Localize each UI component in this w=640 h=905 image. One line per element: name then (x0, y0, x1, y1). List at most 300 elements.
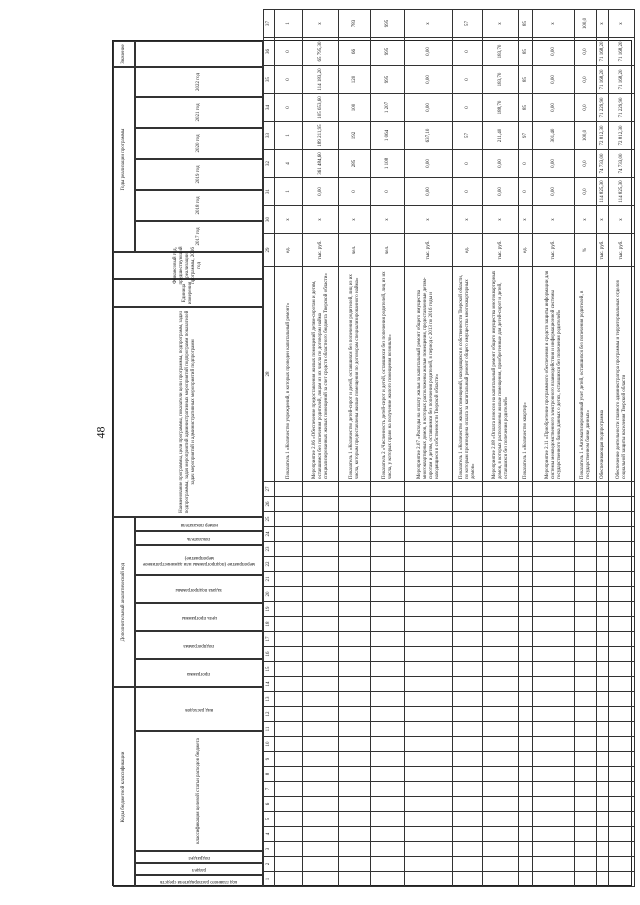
row-base-value: х (519, 206, 533, 234)
code-cell (371, 782, 405, 797)
code-cell (453, 497, 483, 512)
code-cell (275, 812, 303, 827)
code-cell (609, 587, 635, 602)
row-year-value: 0,00 (405, 38, 453, 66)
row-year-value: 0,00 (405, 178, 453, 206)
code-cell (519, 692, 533, 707)
code-cell (575, 722, 597, 737)
code-cell (597, 797, 609, 812)
code-cell (533, 707, 575, 722)
code-cell (609, 527, 635, 542)
year-header-2022: 2022 год (135, 67, 263, 97)
code-cell (275, 527, 303, 542)
row-year-value: 74 733,00 (597, 150, 609, 178)
code-cell (533, 752, 575, 767)
code-cell (339, 497, 371, 512)
row-year-value: 72 812,30 (609, 122, 635, 150)
code-cell (371, 527, 405, 542)
row-year-value: 72 812,30 (597, 122, 609, 150)
code-cell (609, 827, 635, 842)
code-cell (339, 797, 371, 812)
code-cell (453, 512, 483, 527)
code-cell (519, 872, 533, 887)
code-cell (275, 542, 303, 557)
column-index: 35 (264, 66, 275, 94)
column-index: 37 (264, 10, 275, 38)
code-header-target: классификация целевой статьи расходов бюджета (135, 731, 263, 851)
column-index: 36 (264, 38, 275, 66)
row-base-value: х (303, 206, 339, 234)
row-year-value: 0,00 (533, 150, 575, 178)
code-cell (405, 512, 453, 527)
row-year-value: 0 (275, 38, 303, 66)
code-cell (575, 572, 597, 587)
code-cell (371, 767, 405, 782)
code-cell (339, 542, 371, 557)
row-year-value: 0 (453, 178, 483, 206)
code-cell (575, 527, 597, 542)
code-cell (275, 752, 303, 767)
code-cell (405, 527, 453, 542)
code-cell (597, 602, 609, 617)
code-cell (575, 632, 597, 647)
code-cell (483, 512, 519, 527)
row-unit: тыс. руб. (533, 234, 575, 267)
code-cell (453, 692, 483, 707)
code-cell (275, 722, 303, 737)
table-row (275, 10, 303, 887)
code-cell (483, 782, 519, 797)
code-cell (597, 737, 609, 752)
code-cell (405, 497, 453, 512)
code-cell (405, 692, 453, 707)
code-cell (405, 617, 453, 632)
table-row (533, 10, 575, 887)
program-years-header: Годы реализации программы (113, 67, 135, 252)
code-cell (597, 482, 609, 497)
column-index-row (264, 10, 275, 887)
code-cell (533, 632, 575, 647)
code-cell (453, 812, 483, 827)
code-cell (575, 602, 597, 617)
code-cell (533, 857, 575, 872)
code-cell (519, 707, 533, 722)
code-cell (405, 542, 453, 557)
row-name: Мероприятие 2.06 «Обеспечение предоставления жилых помещений детям-сиротам и детям, оставшимся без попечения родителей, лицам из их числа по договорам найма специализированных жилых помещений за счет средств областного бюджета Тверской области» (303, 267, 339, 482)
column-index: 23 (264, 542, 275, 557)
row-year-value: 0,00 (405, 150, 453, 178)
code-cell (303, 812, 339, 827)
code-cell (339, 527, 371, 542)
column-index: 32 (264, 150, 275, 178)
code-cell (275, 497, 303, 512)
code-cell (609, 842, 635, 857)
code-cell (339, 662, 371, 677)
row-base-value: х (275, 206, 303, 234)
row-unit: тыс. руб. (609, 234, 635, 267)
code-header-expense: вид расходов (135, 687, 263, 731)
year-header-2021: 2021 год (135, 97, 263, 128)
code-cell (453, 872, 483, 887)
row-year-value: 114 825,30 (609, 178, 635, 206)
row-year-value: 66 (339, 38, 371, 66)
column-index: 25 (264, 512, 275, 527)
code-cell (405, 587, 453, 602)
code-header-indicator-number: номер показателя (135, 517, 263, 531)
code-cell (303, 857, 339, 872)
code-cell (575, 857, 597, 872)
code-cell (275, 587, 303, 602)
row-year-value: 0,0 (575, 66, 597, 94)
row-year-value: 1 207 (371, 94, 405, 122)
column-index: 13 (264, 692, 275, 707)
code-cell (519, 782, 533, 797)
code-cell (453, 722, 483, 737)
code-cell (339, 827, 371, 842)
code-cell (371, 662, 405, 677)
code-cell (483, 722, 519, 737)
code-cell (275, 557, 303, 572)
code-cell (575, 497, 597, 512)
code-cell (405, 812, 453, 827)
row-year-value: 0,0 (575, 178, 597, 206)
code-header-subsection: подраздел (135, 851, 263, 863)
row-final-value: 100,0 (575, 10, 597, 38)
code-cell (303, 617, 339, 632)
row-base-value: х (371, 206, 405, 234)
code-cell (453, 827, 483, 842)
column-index: 33 (264, 122, 275, 150)
row-name: Мероприятие 2.08 «Оплата взносов на капитальный ремонт общего имущества многоквартирных домов, в которых расположены жилые помещения, приобретенные для детей-сирот и детей, оставшихся без попечения родителей» (483, 267, 519, 482)
code-header-task: задача подпрограммы (135, 575, 263, 603)
code-cell (609, 857, 635, 872)
base-year-header: Финансовый год, предшествующий реализации программы, 2016 год (113, 252, 263, 279)
row-name: Показатель 1 «Автоматизированный учет детей, оставшихся без попечения родителей, в государственном банке данных» (575, 267, 597, 482)
code-cell (519, 812, 533, 827)
code-cell (371, 827, 405, 842)
row-final-value: х (483, 10, 519, 38)
code-cell (575, 767, 597, 782)
code-cell (371, 482, 405, 497)
code-cell (519, 752, 533, 767)
row-unit: ед. (275, 234, 303, 267)
code-cell (339, 692, 371, 707)
row-unit: тыс. руб. (597, 234, 609, 267)
table-row (371, 10, 405, 887)
code-cell (339, 767, 371, 782)
column-index: 7 (264, 782, 275, 797)
code-cell (339, 707, 371, 722)
code-cell (483, 662, 519, 677)
row-year-value: 0,00 (405, 66, 453, 94)
row-year-value: 65 795,30 (303, 38, 339, 66)
row-final-value: х (303, 10, 339, 38)
row-year-value: 0 (453, 94, 483, 122)
code-cell (575, 752, 597, 767)
code-cell (275, 572, 303, 587)
row-unit: тыс. руб. (405, 234, 453, 267)
code-cell (575, 692, 597, 707)
code-cell (275, 737, 303, 752)
code-cell (405, 707, 453, 722)
row-year-value: 0 (339, 178, 371, 206)
row-year-value: 0,0 (575, 150, 597, 178)
row-base-value: х (405, 206, 453, 234)
row-year-value: 285 (339, 150, 371, 178)
code-cell (483, 602, 519, 617)
row-year-value: 1 (275, 122, 303, 150)
code-cell (597, 722, 609, 737)
code-cell (533, 587, 575, 602)
code-cell (405, 767, 453, 782)
row-year-value: 71 229,90 (609, 94, 635, 122)
code-cell (483, 827, 519, 842)
code-header-indicator: показатель (135, 531, 263, 545)
code-cell (405, 602, 453, 617)
row-unit: чел. (339, 234, 371, 267)
row-year-value: 71 168,20 (597, 66, 609, 94)
code-cell (519, 602, 533, 617)
row-base-value: х (575, 206, 597, 234)
code-cell (339, 752, 371, 767)
row-year-value: 301,40 (533, 122, 575, 150)
code-cell (575, 782, 597, 797)
code-cell (453, 707, 483, 722)
code-cell (303, 527, 339, 542)
code-cell (405, 482, 453, 497)
row-year-value: 71 229,90 (597, 94, 609, 122)
code-cell (371, 842, 405, 857)
code-cell (519, 842, 533, 857)
code-cell (483, 617, 519, 632)
column-index: 4 (264, 827, 275, 842)
code-cell (303, 782, 339, 797)
code-cell (275, 662, 303, 677)
code-cell (597, 872, 609, 887)
code-cell (339, 872, 371, 887)
code-cell (609, 632, 635, 647)
rotated-table (113, 17, 633, 887)
code-cell (339, 572, 371, 587)
code-cell (519, 722, 533, 737)
code-cell (597, 542, 609, 557)
row-base-value: х (597, 206, 609, 234)
code-cell (405, 842, 453, 857)
code-cell (575, 677, 597, 692)
row-year-value: 74 733,00 (609, 150, 635, 178)
code-cell (597, 587, 609, 602)
code-cell (533, 572, 575, 587)
code-cell (303, 707, 339, 722)
row-year-value: 0 (453, 150, 483, 178)
row-year-value: 0,0 (575, 94, 597, 122)
row-year-value: 105 653,60 (303, 94, 339, 122)
code-cell (533, 677, 575, 692)
code-cell (519, 827, 533, 842)
code-cell (609, 617, 635, 632)
code-cell (453, 857, 483, 872)
code-cell (609, 692, 635, 707)
row-year-value: 114 183,20 (303, 66, 339, 94)
row-year-value: 0 (371, 178, 405, 206)
row-name: Показатель 1 «Количество жилых помещений, находящихся в собственности Тверской области, по которым произведена оплата за капитальный ремонт общего имущества многоквартирных домов» (453, 267, 483, 482)
code-cell (405, 872, 453, 887)
code-cell (339, 557, 371, 572)
code-cell (597, 497, 609, 512)
code-cell (483, 497, 519, 512)
code-header-goal: цель программы (135, 603, 263, 631)
code-cell (597, 782, 609, 797)
code-cell (533, 512, 575, 527)
row-base-value: х (339, 206, 371, 234)
code-cell (303, 602, 339, 617)
row-final-value: 995 (371, 10, 405, 38)
code-cell (519, 797, 533, 812)
code-cell (533, 872, 575, 887)
code-cell (453, 572, 483, 587)
code-cell (303, 512, 339, 527)
code-cell (371, 707, 405, 722)
code-cell (533, 842, 575, 857)
code-cell (575, 872, 597, 887)
code-cell (483, 527, 519, 542)
code-cell (609, 797, 635, 812)
row-final-value: х (533, 10, 575, 38)
table-row (519, 10, 533, 887)
code-cell (275, 632, 303, 647)
code-cell (405, 722, 453, 737)
code-cell (519, 647, 533, 662)
code-cell (339, 737, 371, 752)
column-index: 31 (264, 178, 275, 206)
code-cell (371, 572, 405, 587)
code-cell (597, 752, 609, 767)
code-cell (405, 752, 453, 767)
code-cell (533, 482, 575, 497)
code-cell (371, 737, 405, 752)
code-cell (483, 632, 519, 647)
code-cell (483, 752, 519, 767)
code-cell (453, 797, 483, 812)
code-cell (519, 482, 533, 497)
code-cell (519, 542, 533, 557)
code-cell (339, 482, 371, 497)
code-cell (339, 617, 371, 632)
column-index: 9 (264, 752, 275, 767)
code-cell (371, 632, 405, 647)
row-year-value: 57 (453, 122, 483, 150)
code-cell (275, 842, 303, 857)
code-cell (453, 542, 483, 557)
code-cell (609, 602, 635, 617)
code-cell (609, 707, 635, 722)
code-cell (371, 872, 405, 887)
code-cell (597, 812, 609, 827)
code-cell (609, 782, 635, 797)
code-cell (575, 797, 597, 812)
code-cell (453, 527, 483, 542)
year-header-2018: 2018 год (135, 190, 263, 221)
code-cell (303, 677, 339, 692)
code-cell (597, 512, 609, 527)
code-cell (303, 842, 339, 857)
code-cell (275, 872, 303, 887)
code-cell (597, 767, 609, 782)
code-cell (275, 617, 303, 632)
row-year-value: 85 (519, 66, 533, 94)
code-cell (339, 782, 371, 797)
row-year-value: 0 (519, 178, 533, 206)
code-cell (609, 722, 635, 737)
code-cell (303, 692, 339, 707)
code-cell (303, 722, 339, 737)
code-cell (275, 857, 303, 872)
code-cell (609, 557, 635, 572)
row-year-value: 85 (519, 94, 533, 122)
code-cell (483, 797, 519, 812)
code-cell (575, 707, 597, 722)
row-year-value: 0 (453, 38, 483, 66)
code-cell (575, 512, 597, 527)
row-final-value: х (405, 10, 453, 38)
code-cell (371, 542, 405, 557)
row-year-value: 120 (339, 66, 371, 94)
column-index: 28 (264, 267, 275, 482)
column-index: 29 (264, 234, 275, 267)
row-year-value: 71 168,20 (609, 38, 635, 66)
code-cell (405, 572, 453, 587)
code-cell (303, 797, 339, 812)
row-final-value: 1 (275, 10, 303, 38)
code-cell (275, 602, 303, 617)
code-cell (275, 512, 303, 527)
code-cell (597, 857, 609, 872)
code-cell (483, 812, 519, 827)
code-cell (609, 872, 635, 887)
code-header-activity: мероприятие (подпрограммы или административное мероприятие) (135, 545, 263, 575)
code-cell (371, 587, 405, 602)
code-header-program: программа (135, 659, 263, 687)
code-cell (453, 617, 483, 632)
code-cell (483, 587, 519, 602)
column-index: 12 (264, 707, 275, 722)
code-cell (275, 827, 303, 842)
code-cell (453, 632, 483, 647)
row-unit: чел. (371, 234, 405, 267)
row-year-value: 0 (275, 66, 303, 94)
final-value-header (135, 41, 263, 67)
code-cell (303, 647, 339, 662)
column-index: 1 (264, 872, 275, 887)
row-base-value: х (483, 206, 519, 234)
code-cell (483, 707, 519, 722)
code-cell (453, 842, 483, 857)
column-index: 24 (264, 527, 275, 542)
row-year-value: 361 484,60 (303, 150, 339, 178)
row-year-value: 4 (275, 150, 303, 178)
code-cell (519, 617, 533, 632)
code-cell (483, 647, 519, 662)
code-cell (303, 632, 339, 647)
row-year-value: 71 168,20 (597, 38, 609, 66)
code-cell (575, 557, 597, 572)
code-cell (275, 767, 303, 782)
code-cell (597, 632, 609, 647)
code-cell (371, 857, 405, 872)
code-cell (597, 827, 609, 842)
row-name: Показатель 2 «Численность детей-сирот и детей, оставшихся без попечения родителей, лиц из их числа, у которых право на получение жилого помещения возникло» (371, 267, 405, 482)
code-header-gr: код главного распорядителя средств (135, 875, 263, 887)
